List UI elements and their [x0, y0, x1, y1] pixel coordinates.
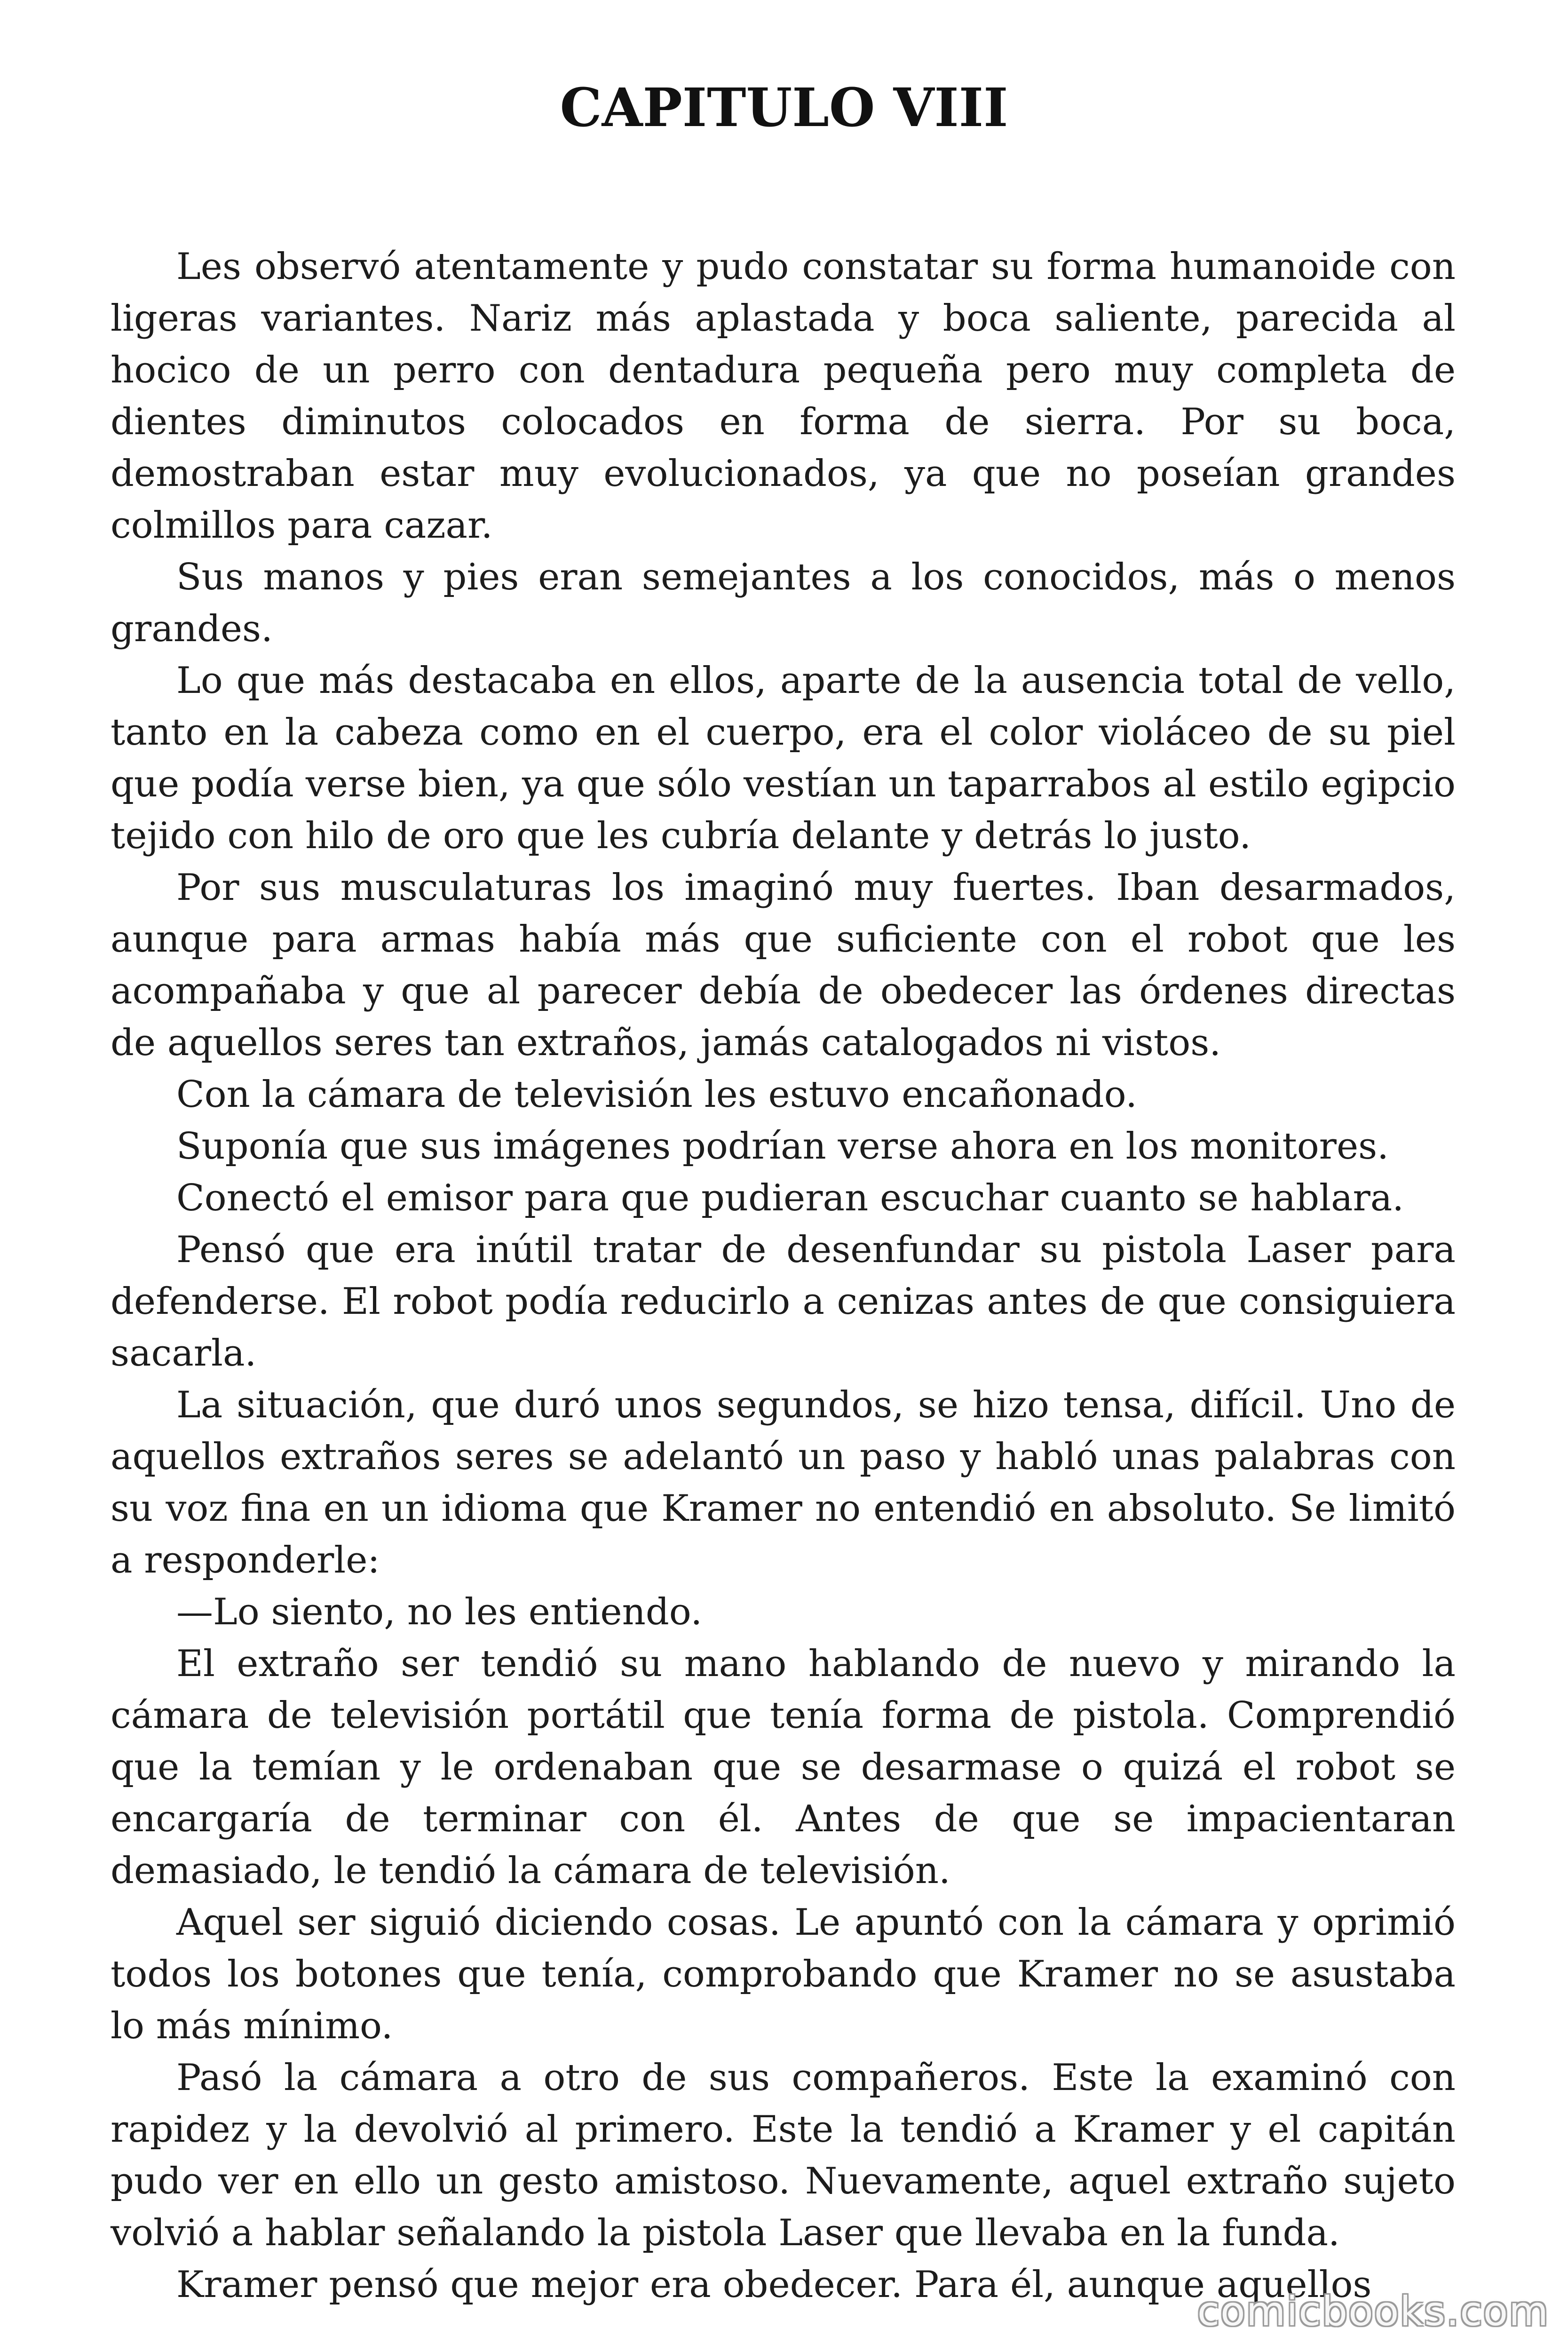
paragraph: Suponía que sus imágenes podrían verse ahora en los monitores.	[176, 1125, 1389, 1168]
chapter-title: CAPITULO VIII	[560, 77, 1008, 139]
paragraph: La situación, que duró unos segundos, se hizo tensa, difícil. Uno de aquellos extraños seres se adelantó un paso y habló unas palabras con su voz fina en un idioma que Kramer no entendió en absoluto. Se limitó a responderle:	[111, 1384, 1456, 1581]
paragraph: Con la cámara de televisión les estuvo encañonado.	[176, 1073, 1137, 1116]
paragraph: Les observó atentamente y pudo constatar su forma humanoide con ligeras variantes. Nariz más aplastada y boca saliente, parecida al hocico de un perro con dentadura pequeña pero muy completa de dientes diminutos colocados en forma de sierra. Por su boca, demostraban estar muy evolucionados, ya que no poseían grandes colmillos para cazar.	[111, 246, 1456, 547]
paragraph: Por sus musculaturas los imaginó muy fuertes. Iban desarmados, aunque para armas había más que suficiente con el robot que les acompañaba y que al parecer debía de obedecer las órdenes directas de aquellos seres tan extraños, jamás catalogados ni vistos.	[111, 866, 1456, 1064]
paragraph: Pensó que era inútil tratar de desenfundar su pistola Laser para defenderse. El robot podía reducirlo a cenizas antes de que consiguiera sacarla.	[111, 1229, 1456, 1375]
paragraph: Aquel ser siguió diciendo cosas. Le apuntó con la cámara y oprimió todos los botones que tenía, comprobando que Kramer no se asustaba lo más mínimo.	[111, 1901, 1456, 2047]
watermark-logo: comicbooks.com	[1197, 2288, 1549, 2335]
paragraph: Lo que más destacaba en ellos, aparte de la ausencia total de vello, tanto en la cabeza como en el cuerpo, era el color violáceo de su piel que podía verse bien, ya que sólo vestían un taparrabos al estilo egipcio tejido con hilo de oro que les cubría delante y detrás lo justo.	[111, 660, 1456, 857]
paragraph: Sus manos y pies eran semejantes a los conocidos, más o menos grandes.	[111, 556, 1456, 650]
paragraph: Conectó el emisor para que pudieran escuchar cuanto se hablara.	[176, 1177, 1404, 1219]
paragraph: Kramer pensó que mejor era obedecer. Para él, aunque aquellos	[176, 2264, 1372, 2306]
chapter-body	[111, 241, 1456, 2311]
paragraph: El extraño ser tendió su mano hablando de nuevo y mirando la cámara de televisión portátil que tenía forma de pistola. Comprendió que la temían y le ordenaban que se desarmase o quizá el robot se encargaría de terminar con él. Antes de que se impacientaran demasiado, le tendió la cámara de televisión.	[111, 1643, 1456, 1892]
dialogue-line: —Lo siento, no les entiendo.	[176, 1591, 703, 1633]
paragraph: Pasó la cámara a otro de sus compañeros. Este la examinó con rapidez y la devolvió al primero. Este la tendió a Kramer y el capitán pudo ver en ello un gesto amistoso. Nuevamente, aquel extraño sujeto volvió a hablar señalando la pistola Laser que llevaba en la funda.	[111, 2057, 1456, 2254]
